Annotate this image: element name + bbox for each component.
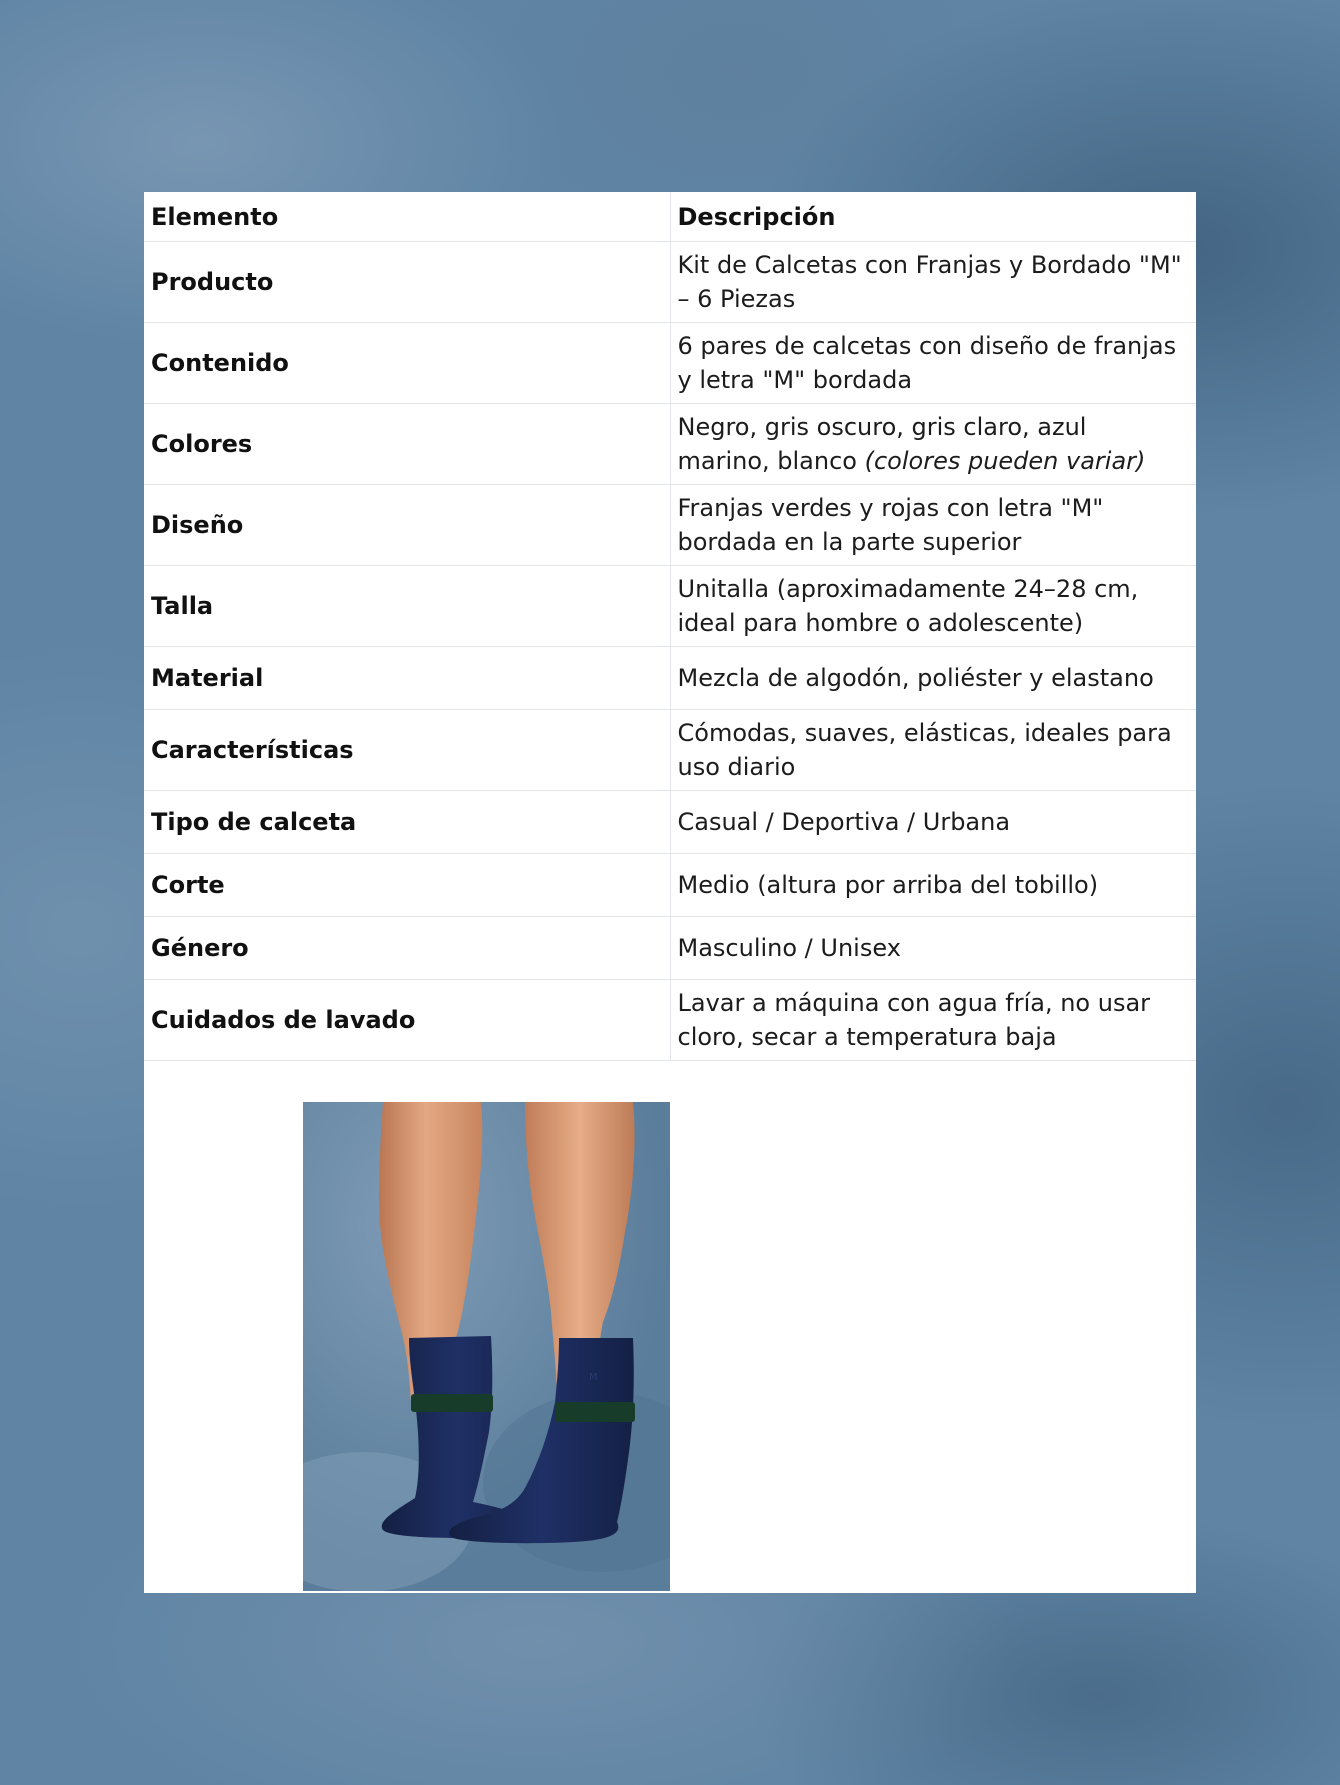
- row-key: Cuidados de lavado: [144, 980, 670, 1061]
- socks-illustration: [303, 1102, 670, 1591]
- header-descripcion: Descripción: [670, 192, 1196, 242]
- table-row: [144, 404, 1196, 485]
- spec-table: [144, 192, 1196, 1061]
- row-value: Franjas verdes y rojas con letra "M" bordada en la parte superior: [670, 485, 1196, 566]
- row-value: Cómodas, suaves, elásticas, ideales para uso diario: [670, 710, 1196, 791]
- table-row: [144, 791, 1196, 854]
- row-value: Kit de Calcetas con Franjas y Bordado "M" – 6 Piezas: [670, 242, 1196, 323]
- table-row: [144, 566, 1196, 647]
- row-key: Características: [144, 710, 670, 791]
- table-row: [144, 710, 1196, 791]
- row-key: Producto: [144, 242, 670, 323]
- row-key: Tipo de calceta: [144, 791, 670, 854]
- row-value: Unitalla (aproximadamente 24–28 cm, ideal para hombre o adolescente): [670, 566, 1196, 647]
- header-elemento: Elemento: [144, 192, 670, 242]
- row-key: Material: [144, 647, 670, 710]
- right-sock-stripe: [555, 1402, 635, 1422]
- table-row: [144, 485, 1196, 566]
- row-value: [670, 404, 1196, 485]
- table-row: [144, 647, 1196, 710]
- table-row: [144, 854, 1196, 917]
- table-row: [144, 917, 1196, 980]
- product-photo: [303, 1102, 670, 1591]
- row-key: Talla: [144, 566, 670, 647]
- row-value: Medio (altura por arriba del tobillo): [670, 854, 1196, 917]
- table-row: [144, 980, 1196, 1061]
- row-value: 6 pares de calcetas con diseño de franjas y letra "M" bordada: [670, 323, 1196, 404]
- table-header-row: [144, 192, 1196, 242]
- spec-panel: [144, 192, 1196, 1593]
- table-row: [144, 242, 1196, 323]
- row-key: Colores: [144, 404, 670, 485]
- row-value: Casual / Deportiva / Urbana: [670, 791, 1196, 854]
- row-value-note: (colores pueden variar): [864, 447, 1146, 475]
- sock-embroidery: M: [589, 1372, 598, 1383]
- row-value: Mezcla de algodón, poliéster y elastano: [670, 647, 1196, 710]
- row-value-text: Negro, gris oscuro, gris claro, azul marino, blanco: [677, 413, 1087, 475]
- row-value: Lavar a máquina con agua fría, no usar cloro, secar a temperatura baja: [670, 980, 1196, 1061]
- left-sock-stripe: [411, 1394, 493, 1412]
- table-row: [144, 323, 1196, 404]
- row-key: Corte: [144, 854, 670, 917]
- row-key: Género: [144, 917, 670, 980]
- row-key: Diseño: [144, 485, 670, 566]
- row-value: Masculino / Unisex: [670, 917, 1196, 980]
- row-key: Contenido: [144, 323, 670, 404]
